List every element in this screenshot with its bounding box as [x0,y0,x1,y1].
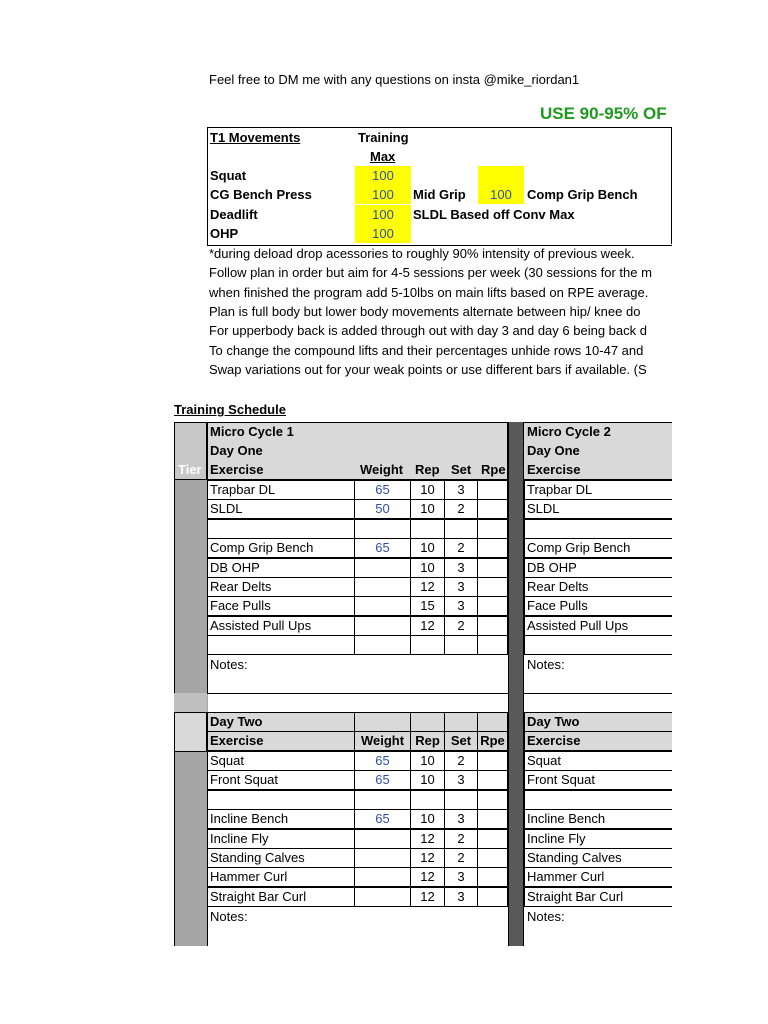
weight-cell[interactable] [354,829,411,849]
header-cell [477,712,508,732]
exercise-cell[interactable]: Front Squat [524,770,672,790]
col-header-exercise: Exercise [207,731,355,751]
exercise-cell[interactable]: Rear Delts [524,577,672,597]
note-line: For upperbody back is added through out with day 3 and day 6 being back d [209,323,647,338]
rpe-cell[interactable] [477,809,508,829]
tier-label: Tier [178,462,202,477]
exercise-cell[interactable]: Incline Bench [524,809,672,829]
rep-cell[interactable]: 12 [410,616,445,636]
tier-separator [174,693,207,712]
rpe-cell[interactable] [477,538,508,558]
notes-cell[interactable] [207,907,509,946]
rep-cell[interactable]: 10 [410,499,445,519]
exercise-cell[interactable] [524,519,672,539]
col-header-rpe: Rpe [481,462,506,477]
set-cell[interactable]: 2 [444,829,478,849]
col-header-set: Set [444,731,478,751]
tier-header-cell [174,712,207,752]
rpe-cell[interactable] [477,770,508,790]
exercise-cell[interactable]: Incline Bench [207,809,355,829]
exercise-cell[interactable] [207,519,355,539]
rpe-cell[interactable] [477,596,508,616]
set-cell[interactable]: 2 [444,751,478,771]
rep-cell[interactable]: 10 [410,770,445,790]
exercise-cell[interactable] [524,635,672,655]
exercise-cell[interactable] [207,790,355,810]
rep-cell[interactable]: 12 [410,848,445,868]
cycle2-title: Micro Cycle 2 [527,424,611,439]
col-header-exercise: Exercise [527,462,581,477]
exercise-cell[interactable]: Incline Fly [524,829,672,849]
cycle-divider [508,422,524,946]
weight-cell[interactable]: 50 [354,499,411,519]
header-cell [354,712,411,732]
mid-grip-label: Mid Grip [413,187,466,202]
header-note: Feel free to DM me with any questions on insta @mike_riordan1 [209,72,580,87]
day-title: Day Two [207,712,355,732]
training-max-label: Training [358,130,409,145]
training-schedule-title: Training Schedule [174,402,286,417]
exercise-cell[interactable]: Hammer Curl [207,867,355,887]
rpe-cell[interactable] [477,499,508,519]
exercise-cell[interactable]: Trapbar DL [207,480,355,500]
note-line: Plan is full body but lower body movements alternate between hip/ knee do [209,304,641,319]
t1-row-name: OHP [210,226,239,241]
t1-row-name: Squat [210,168,247,183]
note-line: *during deload drop acessories to roughly 90% intensity of previous week. [209,246,635,261]
set-cell[interactable]: 2 [444,616,478,636]
exercise-cell[interactable]: Standing Calves [207,848,355,868]
weight-cell[interactable] [354,848,411,868]
exercise-cell[interactable]: SLDL [207,499,355,519]
weight-cell[interactable] [354,635,411,655]
notes-label: Notes: [527,909,565,924]
rep-cell[interactable]: 10 [410,558,445,578]
col-header-set: Set [451,462,472,477]
rep-cell[interactable]: 10 [410,809,445,829]
exercise-cell[interactable]: SLDL [524,499,672,519]
weight-cell[interactable]: 65 [354,538,411,558]
set-cell[interactable] [444,519,478,539]
t1-row-name: Deadlift [210,207,258,222]
rpe-cell[interactable] [477,577,508,597]
exercise-cell[interactable]: Straight Bar Curl [524,887,672,907]
rep-cell[interactable] [410,790,445,810]
set-cell[interactable]: 3 [444,577,478,597]
t1-title: T1 Movements [210,130,301,145]
exercise-cell[interactable]: Assisted Pull Ups [524,616,672,636]
set-cell[interactable]: 2 [444,499,478,519]
notes-label: Notes: [210,909,248,924]
exercise-cell[interactable]: Comp Grip Bench [524,538,672,558]
set-cell[interactable]: 2 [444,848,478,868]
header-cell [444,712,478,732]
rpe-cell[interactable] [477,887,508,907]
training-max-value[interactable]: 100 [355,166,411,185]
rep-cell[interactable]: 15 [410,596,445,616]
notes-cell[interactable] [207,655,509,694]
exercise-cell[interactable]: DB OHP [207,558,355,578]
rep-cell[interactable]: 10 [410,751,445,771]
col-header-rep: Rep [410,731,445,751]
weight-cell[interactable] [354,887,411,907]
notes-label: Notes: [527,657,565,672]
cycle1-title: Micro Cycle 1 [210,424,294,439]
col-header-weight: Weight [354,731,411,751]
rep-cell[interactable] [410,519,445,539]
weight-cell[interactable] [354,867,411,887]
weight-cell[interactable]: 65 [354,480,411,500]
training-max-label-2: Max [370,149,396,164]
rep-cell[interactable]: 10 [410,480,445,500]
weight-cell[interactable] [354,616,411,636]
intensity-banner: USE 90-95% OF [540,104,667,123]
col-header-rep: Rep [415,462,440,477]
exercise-cell[interactable]: Face Pulls [207,596,355,616]
exercise-cell[interactable] [524,790,672,810]
set-cell[interactable] [444,635,478,655]
rep-cell[interactable]: 12 [410,577,445,597]
col-header-exercise: Exercise [524,731,672,751]
day-title: Day One [210,443,263,458]
weight-cell[interactable]: 65 [354,809,411,829]
rpe-cell[interactable] [477,790,508,810]
weight-cell[interactable] [354,790,411,810]
notes-label: Notes: [210,657,248,672]
col-header-rpe: Rpe [477,731,508,751]
weight-cell[interactable] [354,577,411,597]
col-header-weight: Weight [360,462,404,477]
training-max-value[interactable]: 100 [355,224,411,243]
exercise-cell[interactable]: Assisted Pull Ups [207,616,355,636]
sldl-note: SLDL Based off Conv Max [413,207,575,222]
rpe-cell[interactable] [477,558,508,578]
exercise-cell[interactable]: Comp Grip Bench [207,538,355,558]
exercise-cell[interactable]: Incline Fly [207,829,355,849]
exercise-cell[interactable]: Standing Calves [524,848,672,868]
set-cell[interactable] [444,790,478,810]
weight-cell[interactable]: 65 [354,751,411,771]
set-cell[interactable]: 3 [444,596,478,616]
set-cell[interactable]: 2 [444,538,478,558]
grid-edge [671,127,672,244]
training-max-value[interactable]: 100 [355,185,411,204]
note-line: when finished the program add 5-10lbs on main lifts based on RPE average. [209,285,649,300]
note-line: Swap variations out for your weak points or use different bars if available. (S [209,362,647,377]
exercise-cell[interactable]: Squat [207,751,355,771]
tier-column [174,422,208,946]
note-line: To change the compound lifts and their percentages unhide rows 10-47 and [209,343,644,358]
rpe-cell[interactable] [477,848,508,868]
header-cell [410,712,445,732]
rep-cell[interactable] [410,635,445,655]
exercise-cell[interactable]: Rear Delts [207,577,355,597]
mid-grip-value[interactable]: 100 [478,166,524,204]
set-cell[interactable]: 3 [444,887,478,907]
exercise-cell[interactable]: Hammer Curl [524,867,672,887]
comp-grip-label: Comp Grip Bench [527,187,638,202]
set-cell[interactable]: 3 [444,558,478,578]
set-cell[interactable]: 3 [444,867,478,887]
set-cell[interactable]: 3 [444,809,478,829]
exercise-cell[interactable]: Squat [524,751,672,771]
weight-cell[interactable] [354,558,411,578]
note-line: Follow plan in order but aim for 4-5 sessions per week (30 sessions for the m [209,265,652,280]
day-title: Day One [527,443,580,458]
rpe-cell[interactable] [477,635,508,655]
day-title: Day Two [524,712,672,732]
t1-row-name: CG Bench Press [210,187,312,202]
col-header-exercise: Exercise [210,462,264,477]
rep-cell[interactable]: 12 [410,829,445,849]
rep-cell[interactable]: 12 [410,887,445,907]
set-cell[interactable]: 3 [444,770,478,790]
rep-cell[interactable]: 12 [410,867,445,887]
weight-cell[interactable]: 65 [354,770,411,790]
exercise-cell[interactable]: DB OHP [524,558,672,578]
weight-cell[interactable] [354,519,411,539]
rep-cell[interactable]: 10 [410,538,445,558]
weight-cell[interactable] [354,596,411,616]
set-cell[interactable]: 3 [444,480,478,500]
exercise-cell[interactable]: Face Pulls [524,596,672,616]
exercise-cell[interactable]: Straight Bar Curl [207,887,355,907]
exercise-cell[interactable]: Front Squat [207,770,355,790]
rpe-cell[interactable] [477,829,508,849]
rpe-cell[interactable] [477,751,508,771]
rpe-cell[interactable] [477,616,508,636]
exercise-cell[interactable] [207,635,355,655]
rpe-cell[interactable] [477,480,508,500]
exercise-cell[interactable]: Trapbar DL [524,480,672,500]
rpe-cell[interactable] [477,519,508,539]
rpe-cell[interactable] [477,867,508,887]
training-max-value[interactable]: 100 [355,205,411,224]
